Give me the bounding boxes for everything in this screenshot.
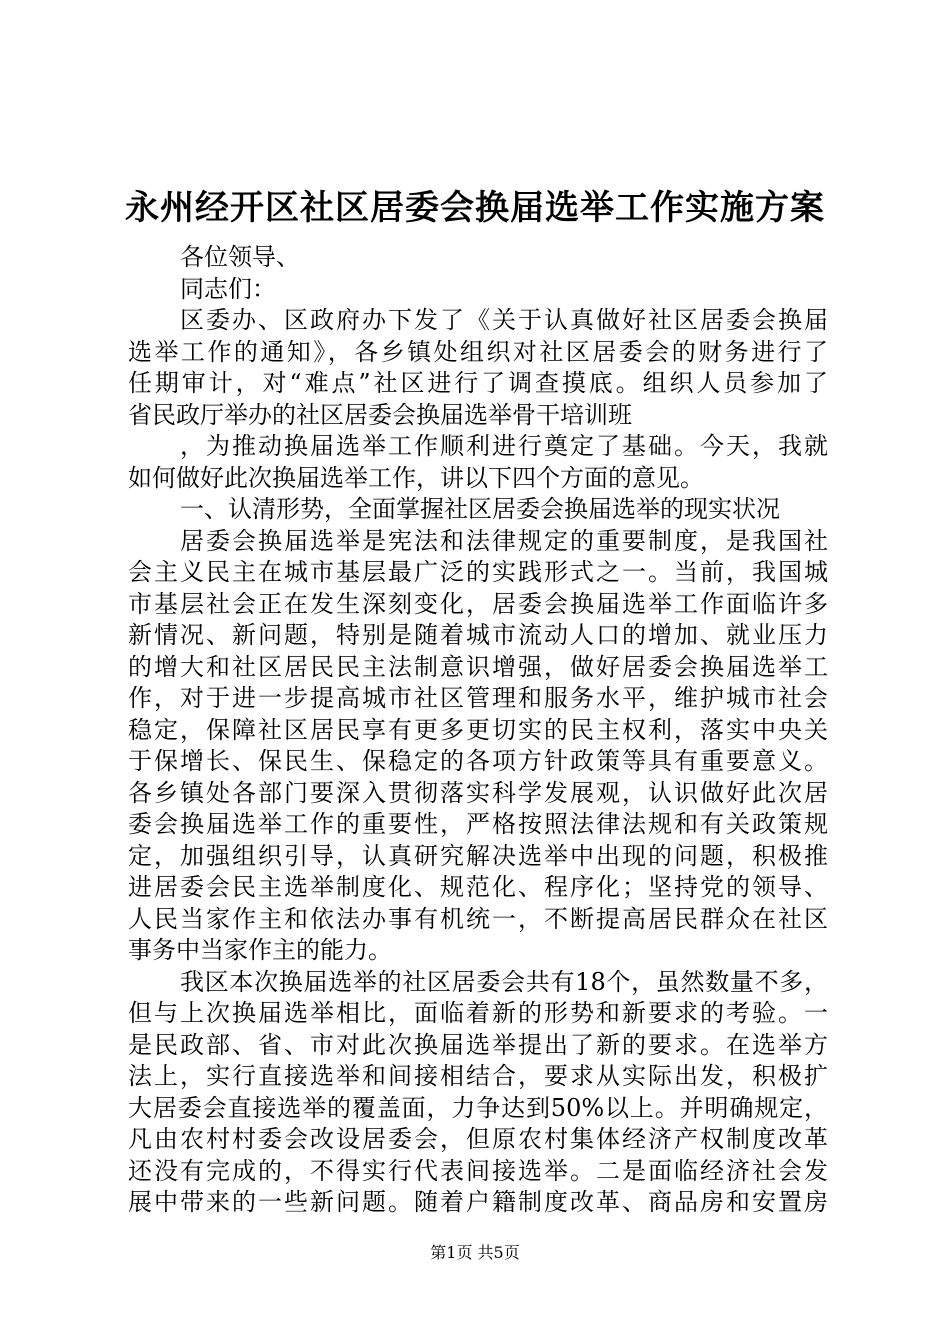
paragraph-line: 作，对于进一步提高城市社区管理和服务水平，维护城市社会 bbox=[128, 684, 828, 712]
document-title: 永州经开区社区居委会换届选举工作实施方案 bbox=[125, 188, 825, 228]
paragraph-line: 定，加强组织引导，认真研究解决选举中出现的问题，积极推 bbox=[128, 841, 828, 870]
paragraph-line: 是民政部、省、市对此次换届选举提出了新的要求。在选举方 bbox=[128, 1030, 828, 1059]
paragraph-line: 稳定，保障社区居民享有更多更切实的民主权利，落实中央关 bbox=[128, 715, 828, 744]
paragraph-line: 委会换届选举工作的重要性，严格按照法律法规和有关政策规 bbox=[128, 810, 828, 838]
paragraph-line: 的增大和社区居民民主法制意识增强，做好居委会换届选举工 bbox=[128, 652, 828, 681]
paragraph-line: 人民当家作主和依法办事有机统一，不断提高居民群众在社区 bbox=[128, 904, 828, 933]
paragraph-line: 任期审计，对“难点”社区进行了调查摸底。组织人员参加了 bbox=[128, 369, 828, 397]
paragraph-line: 进居委会民主选举制度化、规范化、程序化；坚持党的领导、 bbox=[128, 873, 828, 901]
paragraph-line: 但与上次换届选举相比，面临着新的形势和新要求的考验。一 bbox=[128, 999, 828, 1027]
paragraph-line: 选举工作的通知》，各乡镇处组织对社区居委会的财务进行了 bbox=[128, 337, 828, 366]
paragraph-line: 展中带来的一些新问题。随着户籍制度改革、商品房和安置房 bbox=[128, 1188, 828, 1216]
paragraph-line: 省民政厅举办的社区居委会换届选举骨干培训班 bbox=[128, 400, 632, 429]
paragraph-line: ，为推动换届选举工作顺利进行奠定了基础。今天，我就 bbox=[180, 432, 828, 460]
paragraph-line: 各乡镇处各部门要深入贯彻落实科学发展观，认识做好此次居 bbox=[128, 778, 828, 807]
paragraph-line: 区委办、区政府办下发了《关于认真做好社区居委会换届 bbox=[180, 306, 828, 334]
paragraph-line: 大居委会直接选举的覆盖面，力争达到50%以上。并明确规定， bbox=[128, 1093, 828, 1122]
salutation-line: 同志们： bbox=[180, 274, 276, 303]
document-body bbox=[128, 242, 828, 1219]
paragraph-line: 新情况、新问题，特别是随着城市流动人口的增加、就业压力 bbox=[128, 621, 828, 649]
paragraph-line: 于保增长、保民生、保稳定的各项方针政策等具有重要意义。 bbox=[128, 747, 828, 775]
paragraph-line: 会主义民主在城市基层最广泛的实践形式之一。当前，我国城 bbox=[128, 558, 828, 586]
page-number-footer: 第1页 共5页 bbox=[430, 1243, 520, 1262]
paragraph-line: 凡由农村村委会改设居委会，但原农村集体经济产权制度改革 bbox=[128, 1125, 828, 1153]
paragraph-line: 居委会换届选举是宪法和法律规定的重要制度，是我国社 bbox=[180, 526, 828, 555]
section-heading: 一、认清形势，全面掌握社区居委会换届选举的现实状况 bbox=[180, 495, 780, 523]
paragraph-line: 市基层社会正在发生深刻变化，居委会换届选举工作面临许多 bbox=[128, 589, 828, 618]
paragraph-line: 我区本次换届选举的社区居委会共有18个，虽然数量不多， bbox=[180, 967, 828, 996]
paragraph-line: 如何做好此次换届选举工作，讲以下四个方面的意见。 bbox=[128, 463, 704, 492]
salutation-line: 各位领导、 bbox=[180, 243, 300, 271]
paragraph-line: 事务中当家作主的能力。 bbox=[128, 936, 392, 964]
paragraph-line: 还没有完成的，不得实行代表间接选举。二是面临经济社会发 bbox=[128, 1156, 828, 1185]
paragraph-line: 法上，实行直接选举和间接相结合，要求从实际出发，积极扩 bbox=[128, 1062, 828, 1090]
